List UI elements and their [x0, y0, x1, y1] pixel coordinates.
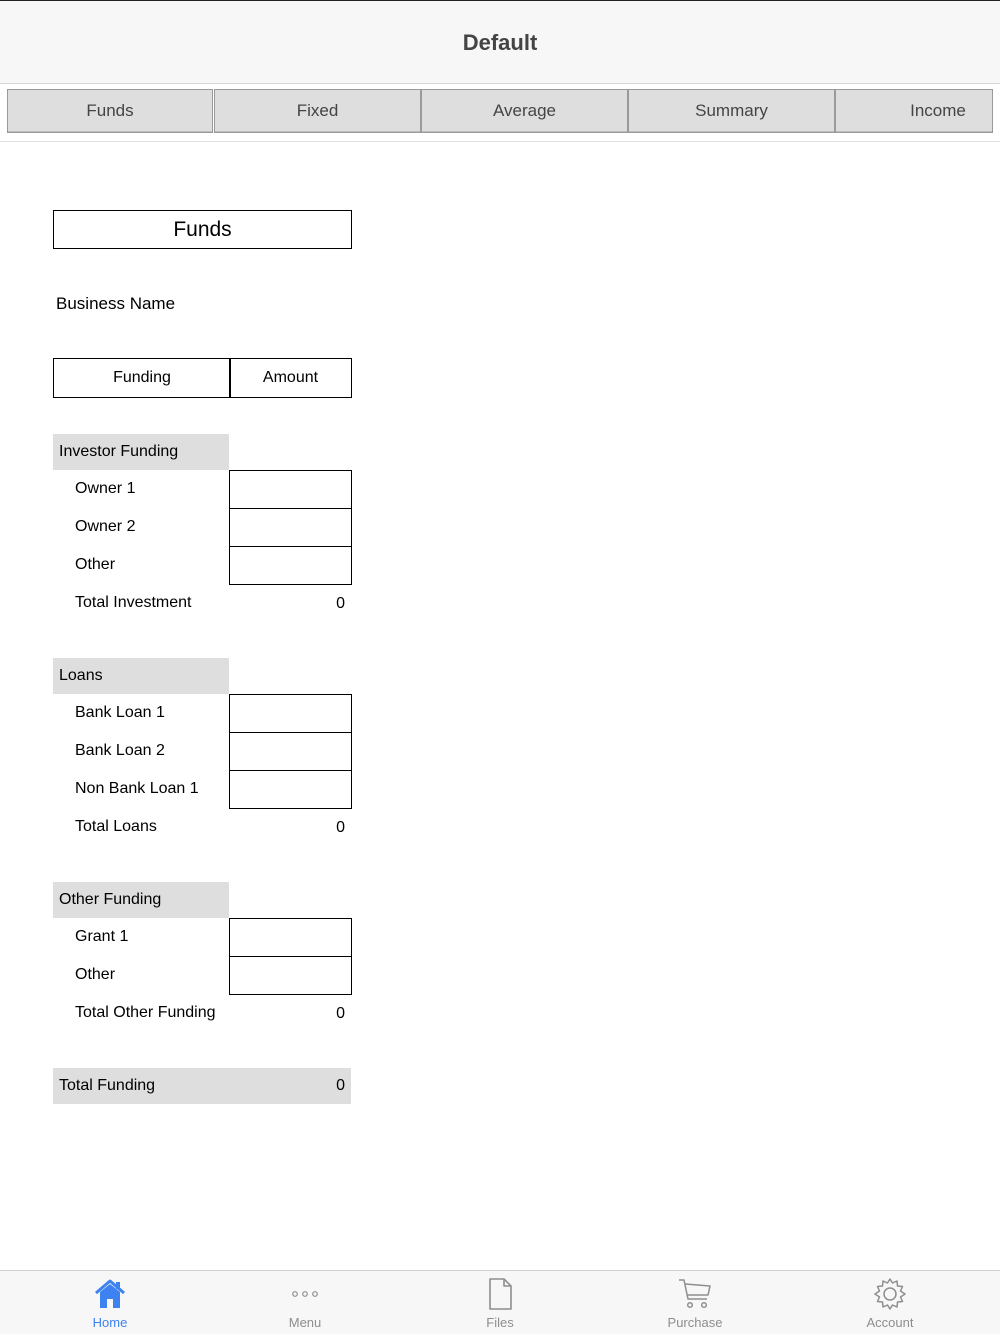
total-funding-row: [53, 1068, 351, 1104]
funding-column-header: Funding: [53, 358, 231, 398]
tab-strip: [0, 84, 1000, 142]
tab-income[interactable]: Income: [835, 89, 993, 133]
row-label-other-funding: Other: [75, 966, 116, 983]
page-title: Default: [462, 30, 538, 55]
input-owner-1[interactable]: [229, 470, 352, 509]
tab-funds[interactable]: Funds: [7, 89, 213, 133]
tabbar-account[interactable]: [830, 1271, 950, 1334]
section-header-other-funding: Other Funding: [53, 882, 229, 918]
total-loans-label: Total Loans: [75, 818, 157, 835]
total-other-funding-value: 0: [336, 1005, 345, 1022]
input-bank-loan-2[interactable]: [229, 732, 352, 771]
row-label-grant-1: Grant 1: [75, 928, 129, 945]
tab-fixed[interactable]: Fixed: [214, 89, 421, 133]
cart-icon: [635, 1277, 755, 1311]
form-title: Funds: [53, 210, 352, 249]
row-label-other-investor: Other: [75, 556, 116, 573]
tabbar-purchase-label: Purchase: [667, 1315, 723, 1330]
document-icon: [440, 1277, 560, 1311]
navigation-bar: [0, 0, 1000, 84]
input-other-investor[interactable]: [229, 546, 352, 585]
gear-icon: [830, 1277, 950, 1311]
row-label-owner-2: Owner 2: [75, 518, 136, 535]
tabbar-files[interactable]: [440, 1271, 560, 1334]
section-header-loans: Loans: [53, 658, 229, 694]
home-icon: [50, 1277, 170, 1311]
tabbar-account-label: Account: [866, 1315, 914, 1330]
tabbar-purchase[interactable]: [635, 1271, 755, 1334]
total-loans-value: 0: [336, 819, 345, 836]
amount-column-header: Amount: [229, 358, 352, 398]
business-name-label[interactable]: Business Name: [56, 294, 176, 313]
tab-summary[interactable]: Summary: [628, 89, 835, 133]
total-funding-value: 0: [336, 1077, 345, 1094]
total-funding-label: Total Funding: [59, 1077, 156, 1094]
tabbar-home-label: Home: [92, 1315, 128, 1330]
section-header-investor-funding: Investor Funding: [53, 434, 229, 470]
more-icon: [245, 1277, 365, 1311]
total-investment-label: Total Investment: [75, 594, 192, 611]
row-label-owner-1: Owner 1: [75, 480, 136, 497]
row-label-bank-loan-1: Bank Loan 1: [75, 704, 165, 721]
input-other-funding[interactable]: [229, 956, 352, 995]
input-bank-loan-1[interactable]: [229, 694, 352, 733]
input-grant-1[interactable]: [229, 918, 352, 957]
row-label-bank-loan-2: Bank Loan 2: [75, 742, 165, 759]
total-other-funding-label: Total Other Funding: [75, 1004, 216, 1021]
input-owner-2[interactable]: [229, 508, 352, 547]
bottom-tab-bar: [0, 1270, 1000, 1334]
input-non-bank-loan-1[interactable]: [229, 770, 352, 809]
row-label-non-bank-loan-1: Non Bank Loan 1: [75, 780, 199, 797]
total-investment-value: 0: [336, 595, 345, 612]
tabbar-menu-label: Menu: [288, 1315, 322, 1330]
tabbar-files-label: Files: [486, 1315, 514, 1330]
tab-average[interactable]: Average: [421, 89, 628, 133]
tabbar-home[interactable]: [50, 1271, 170, 1334]
tabbar-menu[interactable]: [245, 1271, 365, 1334]
